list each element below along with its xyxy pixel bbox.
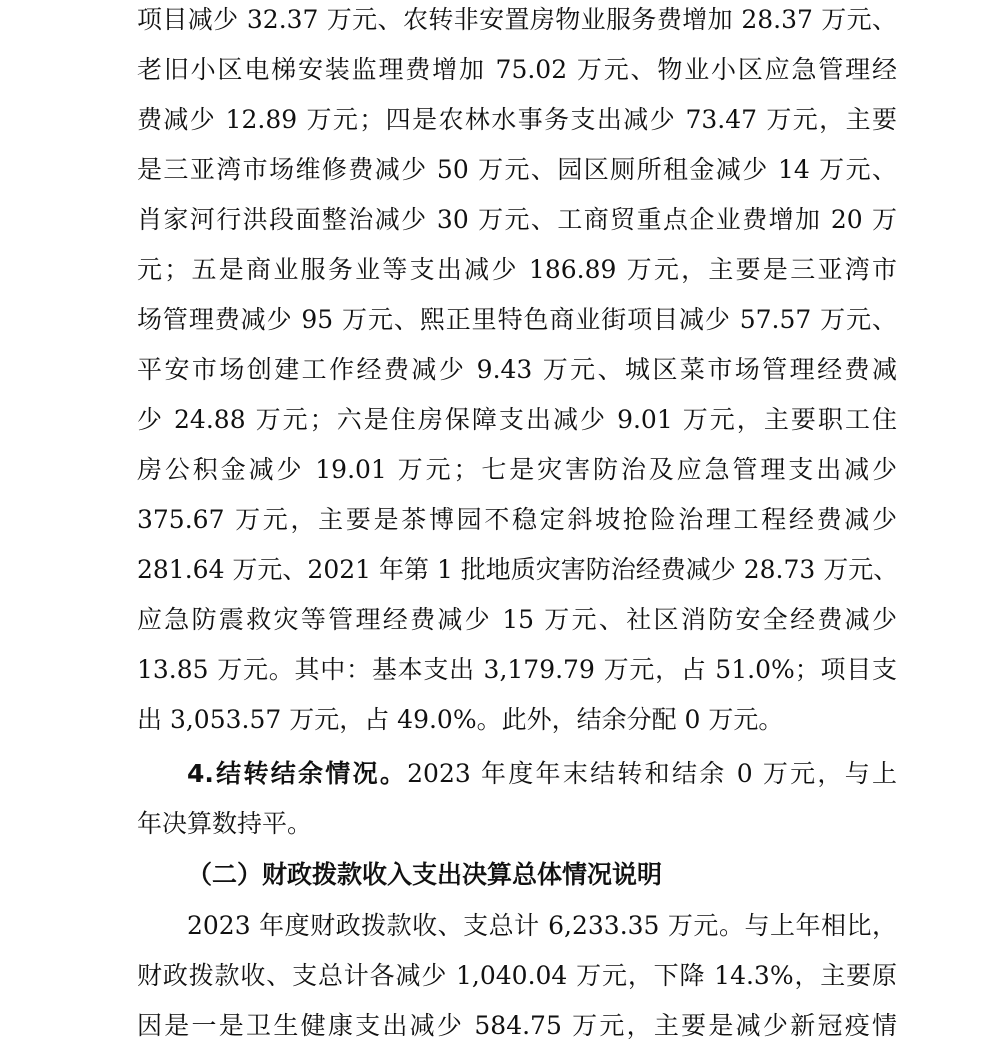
paragraph-line: 375.67 万元，主要是茶博园不稳定斜坡抢险治理工程经费减少 <box>137 505 897 534</box>
paragraph-line: 少 24.88 万元；六是住房保障支出减少 9.01 万元，主要职工住 <box>137 405 897 434</box>
paragraph-line: 费减少 12.89 万元；四是农林水事务支出减少 73.47 万元，主要 <box>137 105 897 134</box>
paragraph-line: 项目减少 32.37 万元、农转非安置房物业服务费增加 28.37 万元、 <box>137 5 897 34</box>
paragraph-line: 2023 年度财政拨款收、支总计 6,233.35 万元。与上年相比， <box>187 911 897 940</box>
paragraph-line: 场管理费减少 95 万元、熙正里特色商业街项目减少 57.57 万元、 <box>137 305 897 334</box>
section4-heading: 4.结转结余情况。 <box>187 759 408 788</box>
subsection-heading: （二）财政拨款收入支出决算总体情况说明 <box>187 860 663 889</box>
paragraph-line: 平安市场创建工作经费减少 9.43 万元、城区菜市场管理经费减 <box>137 355 897 384</box>
paragraph-line: 应急防震救灾等管理经费减少 15 万元、社区消防安全经费减少 <box>137 605 897 634</box>
paragraph-line: 元；五是商业服务业等支出减少 186.89 万元，主要是三亚湾市 <box>137 255 897 284</box>
paragraph-line: 出 3,053.57 万元，占 49.0%。此外，结余分配 0 万元。 <box>137 705 784 734</box>
paragraph-line: 是三亚湾市场维修费减少 50 万元、园区厕所租金减少 14 万元、 <box>137 155 897 184</box>
section4-line-2: 年决算数持平。 <box>137 809 313 838</box>
section4-text: 2023 年度年末结转和结余 0 万元，与上 <box>407 759 897 788</box>
paragraph-line: 老旧小区电梯安装监理费增加 75.02 万元、物业小区应急管理经 <box>137 55 897 84</box>
paragraph-line: 财政拨款收、支总计各减少 1,040.04 万元，下降 14.3%，主要原 <box>137 961 897 990</box>
paragraph-line: 281.64 万元、2021 年第 1 批地质灾害防治经费减少 28.73 万元、 <box>137 555 899 584</box>
paragraph-line: 13.85 万元。其中：基本支出 3,179.79 万元，占 51.0%；项目支 <box>137 655 897 684</box>
section4-line <box>187 749 897 799</box>
paragraph-line: 肖家河行洪段面整治减少 30 万元、工商贸重点企业费增加 20 万 <box>137 205 897 234</box>
paragraph-line: 因是一是卫生健康支出减少 584.75 万元，主要是减少新冠疫情 <box>137 1011 897 1040</box>
paragraph-line: 房公积金减少 19.01 万元；七是灾害防治及应急管理支出减少 <box>137 455 897 484</box>
